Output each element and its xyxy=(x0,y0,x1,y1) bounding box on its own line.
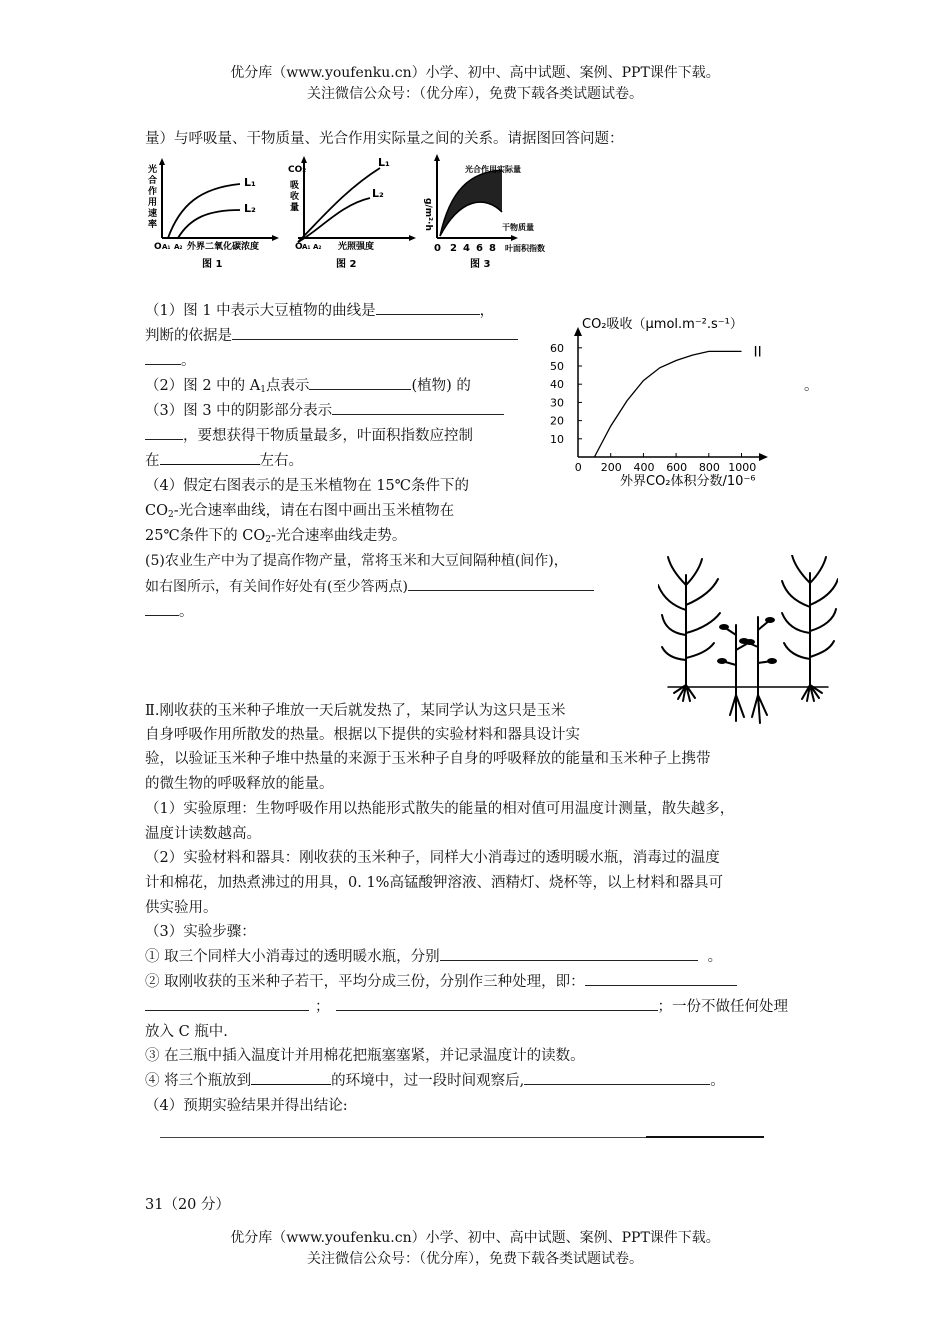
q3-line-c xyxy=(145,449,303,473)
part2-line-6: 温度计读数越高。 xyxy=(145,826,261,842)
fig2-point-a1: A₁ xyxy=(302,243,311,251)
q4-sub-c: 2 xyxy=(265,535,271,545)
q4-co2: CO xyxy=(145,503,168,519)
fig1-ylabel-char: 作 xyxy=(148,187,158,197)
fig2-y-arrow xyxy=(301,156,307,163)
q2-text-b: 点表示 xyxy=(265,378,310,394)
q1-line-b xyxy=(145,324,518,348)
q3-text-d: 左右。 xyxy=(259,453,303,469)
fig3-tick: 2 xyxy=(450,243,457,254)
step-2-tail: ；一份不做任何处理 xyxy=(657,999,788,1015)
fig3-tick: 0 xyxy=(434,243,441,254)
x-tick-label: 200 xyxy=(600,461,622,474)
x-tick-label: 400 xyxy=(633,461,655,474)
y-tick-label: 10 xyxy=(550,432,564,446)
part2-line-8: 计和棉花，加热煮沸过的用具，0. 1%高锰酸钾溶液、酒精灯、烧杯等，以上材料和器具可 xyxy=(145,875,723,891)
fig3-tick: 4 xyxy=(463,243,470,254)
fig1-ylabel-char: 率 xyxy=(148,220,158,230)
chart-x-arrow xyxy=(759,453,768,461)
fig1-point-a2: A₂ xyxy=(174,243,183,251)
chart-y-arrow xyxy=(574,327,582,336)
fig2-ylabel-char: 收 xyxy=(290,192,300,202)
q4-line-c xyxy=(145,524,406,552)
fig2-caption: 图 2 xyxy=(336,259,357,270)
q3-blank-3[interactable] xyxy=(160,449,260,465)
q1-blank-1[interactable] xyxy=(376,299,480,315)
step-2-line-b xyxy=(145,995,788,1019)
q1-comma: ， xyxy=(479,303,495,319)
q3-blank-1[interactable] xyxy=(332,399,504,415)
fig3-y-arrow xyxy=(434,154,440,161)
x-tick-label: 1000 xyxy=(728,461,757,474)
figure-2 xyxy=(288,156,416,270)
fig2-xlabel: 光照强度 xyxy=(338,242,375,252)
q5-line-b xyxy=(145,575,594,599)
q5-end: 。 xyxy=(179,604,194,620)
figure-3 xyxy=(423,154,545,270)
fig1-ylabel-char: 速 xyxy=(148,209,158,219)
fig1-curve-l2-label: L₂ xyxy=(244,202,256,215)
step-4-blank-2[interactable] xyxy=(524,1069,710,1085)
x-tick-label: 800 xyxy=(698,461,720,474)
fig1-ylabel-char: 光 xyxy=(148,165,158,175)
part2-line-5: （1）实验原理：生物呼吸作用以热能形式散失的能量的相对值可用温度计测量，散失越多， xyxy=(145,801,735,817)
fig1-point-a1: A₁ xyxy=(162,243,171,251)
intercropping-illustration xyxy=(658,555,838,730)
x-tick-label: 600 xyxy=(666,461,688,474)
step-1-blank[interactable] xyxy=(440,945,698,961)
fig1-ylabel xyxy=(148,163,157,230)
q4-text-c1: 25℃条件下的 CO xyxy=(145,528,266,544)
part2-line-7: （2）实验材料和器具：刚收获的玉米种子，同样大小消毒过的透明暖水瓶，消毒过的温度 xyxy=(145,850,720,866)
q2-line xyxy=(145,374,471,402)
q2-text: （2）图 2 中的 A xyxy=(145,378,261,394)
q1-line-a xyxy=(145,299,494,323)
header-line-1: 优分库（www.youfenku.cn）小学、初中、高中试题、案例、PPT课件下载。 xyxy=(230,65,720,81)
q4-text-b: -光合速率曲线，请在右图中画出玉米植物在 xyxy=(173,503,455,519)
part2-line-4: 的微生物的呼吸释放的能量。 xyxy=(145,776,334,792)
step-2-line-c: 放入 C 瓶中. xyxy=(145,1024,228,1040)
co2-absorption-chart xyxy=(540,305,800,500)
fig2-x-arrow xyxy=(409,235,416,241)
fig1-ylabel-char: 合 xyxy=(148,176,158,186)
fig1-x-arrow xyxy=(272,235,279,241)
answer-line-thin[interactable] xyxy=(160,1137,646,1138)
fig2-ylabel-char: CO₂ xyxy=(288,165,307,175)
q1-basis-text: 判断的依据是 xyxy=(145,328,232,344)
fig2-origin: O xyxy=(295,242,303,252)
part2-line-10: （3）实验步骤： xyxy=(145,924,256,940)
figure-1 xyxy=(148,158,279,270)
fig2-ylabel-char: 量 xyxy=(290,203,300,213)
chart-x-ticks xyxy=(575,453,757,474)
step-2-blank-3[interactable] xyxy=(336,995,658,1011)
chart-series-ii-line xyxy=(594,351,741,457)
step-4-text: ④ 将三个瓶放到 xyxy=(145,1073,252,1089)
step-4-end: 。 xyxy=(710,1073,725,1089)
q3-text-c: 在 xyxy=(145,453,160,469)
q2-blank[interactable] xyxy=(309,374,411,390)
part2-line-2: 自身呼吸作用所散发的热量。根据以下提供的实验材料和器具设计实 xyxy=(145,727,580,743)
q3-blank-2[interactable] xyxy=(145,424,183,440)
step-2-text: ② 取刚收获的玉米种子若干，平均分成三份，分别作三种处理，即： xyxy=(145,974,585,990)
q3-line-a xyxy=(145,399,504,423)
q5-blank-2[interactable] xyxy=(145,600,179,616)
q5-blank-1[interactable] xyxy=(408,575,594,591)
step-1-end: 。 xyxy=(707,949,723,965)
step-4-text-b: 的环境中，过一段时间观察后, xyxy=(331,1073,525,1089)
q1-text: （1）图 1 中表示大豆植物的曲线是 xyxy=(145,303,376,319)
answer-line-bold[interactable] xyxy=(646,1136,764,1138)
fig3-ylabel: g/m²·h xyxy=(423,198,433,231)
fig1-curve-l2 xyxy=(178,210,240,238)
fig3-caption: 图 3 xyxy=(470,259,491,270)
q5-text-b: 如右图所示，有关间作好处有(至少答两点) xyxy=(145,579,408,595)
chart-series-label: II xyxy=(753,344,762,361)
part2-line-1: Ⅱ.刚收获的玉米种子堆放一天后就发热了，某同学认为这只是玉米 xyxy=(145,703,566,719)
y-tick-label: 20 xyxy=(550,414,564,428)
footer-line-2: 关注微信公众号：（优分库），免费下载各类试题试卷。 xyxy=(307,1251,643,1267)
q2-text-c: (植物) 的 xyxy=(411,378,471,394)
step-1 xyxy=(145,945,722,969)
fig2-curve-l2-label: L₂ xyxy=(372,187,384,200)
q3-text: （3）图 3 中的阴影部分表示 xyxy=(145,403,333,419)
fig3-tick: 8 xyxy=(489,243,496,254)
fig3-tick: 6 xyxy=(476,243,483,254)
y-tick-label: 30 xyxy=(550,396,564,410)
step-1-text: ① 取三个同样大小消毒过的透明暖水瓶，分别 xyxy=(145,949,440,965)
q3-line-b xyxy=(145,424,473,448)
q5-line-c xyxy=(145,600,194,624)
step-4 xyxy=(145,1069,725,1093)
q4-sub: 2 xyxy=(167,510,174,520)
y-tick-label: 40 xyxy=(550,378,564,392)
fig3-xlabel: 叶面积指数 xyxy=(505,244,545,253)
fig1-curve-l1-label: L₁ xyxy=(244,176,256,189)
q2-sub: 1 xyxy=(260,385,266,395)
figures-1-3 xyxy=(140,150,600,272)
step-2-blank-2[interactable] xyxy=(145,995,309,1011)
q5-line-a: (5)农业生产中为了提高作物产量，常将玉米和大豆间隔种植(间作)， xyxy=(145,553,568,569)
fig3-x-arrow xyxy=(511,235,518,241)
q1-line-c xyxy=(145,349,196,373)
next-question: 31（20 分） xyxy=(145,1197,231,1213)
x-tick-label: 0 xyxy=(574,461,582,474)
fig1-origin: O xyxy=(154,242,162,252)
header-line-2: 关注微信公众号：（优分库），免费下载各类试题试卷。 xyxy=(307,86,643,102)
fig2-curve-l1-label: L₁ xyxy=(378,156,390,169)
chart-y-ticks xyxy=(550,342,582,446)
step-2-blank-1[interactable] xyxy=(585,970,737,986)
q4-text-c2: -光合速率曲线走势。 xyxy=(271,528,407,544)
step-2-sep: ； xyxy=(315,999,330,1015)
footer-line-1: 优分库（www.youfenku.cn）小学、初中、高中试题、案例、PPT课件下载。 xyxy=(230,1230,720,1246)
fig1-y-arrow xyxy=(159,158,165,165)
q4-line-a: （4）假定右图表示的是玉米植物在 15℃条件下的 xyxy=(145,478,470,494)
fig1-xlabel: 外界二氧化碳浓度 xyxy=(187,242,260,252)
chart-xlabel: 外界CO₂体积分数/10⁻⁶ xyxy=(620,474,756,489)
part2-line-3: 验，以验证玉米种子堆中热量的来源于玉米种子自身的呼吸释放的能量和玉米种子上携带 xyxy=(145,751,711,767)
part2-line-11: （4）预期实验结果并得出结论: xyxy=(145,1098,348,1114)
fig1-caption: 图 1 xyxy=(202,259,223,270)
fig2-point-a2: A₂ xyxy=(313,243,322,251)
step-3: ③ 在三瓶中插入温度计并用棉花把瓶塞塞紧，并记录温度计的读数。 xyxy=(145,1048,585,1064)
chart-tail-mark: 。 xyxy=(804,378,819,394)
fig3-bottom-label: 干物质量 xyxy=(502,223,534,232)
q4-line-b xyxy=(145,499,454,527)
y-tick-label: 60 xyxy=(550,341,564,355)
fig2-ylabel-char: 吸 xyxy=(290,181,300,191)
chart-title: CO₂吸收（μmol.m⁻².s⁻¹） xyxy=(582,317,743,332)
step-2-line-a xyxy=(145,970,737,994)
q3-text-b: ，要想获得干物质量最多，叶面积指数应控制 xyxy=(183,428,473,444)
part2-line-9: 供实验用。 xyxy=(145,900,218,916)
fig3-top-label: 光合作用实际量 xyxy=(465,165,521,174)
q1-blank-3[interactable] xyxy=(145,349,181,365)
step-4-blank-1[interactable] xyxy=(251,1069,331,1085)
intro-text: 量）与呼吸量、干物质量、光合作用实际量之间的关系。请据图回答问题： xyxy=(145,131,624,147)
y-tick-label: 50 xyxy=(550,360,564,373)
q1-end: 。 xyxy=(181,353,196,369)
q1-blank-2[interactable] xyxy=(232,324,518,340)
fig1-ylabel-char: 用 xyxy=(148,198,158,208)
fig2-curve-l1 xyxy=(298,168,380,242)
